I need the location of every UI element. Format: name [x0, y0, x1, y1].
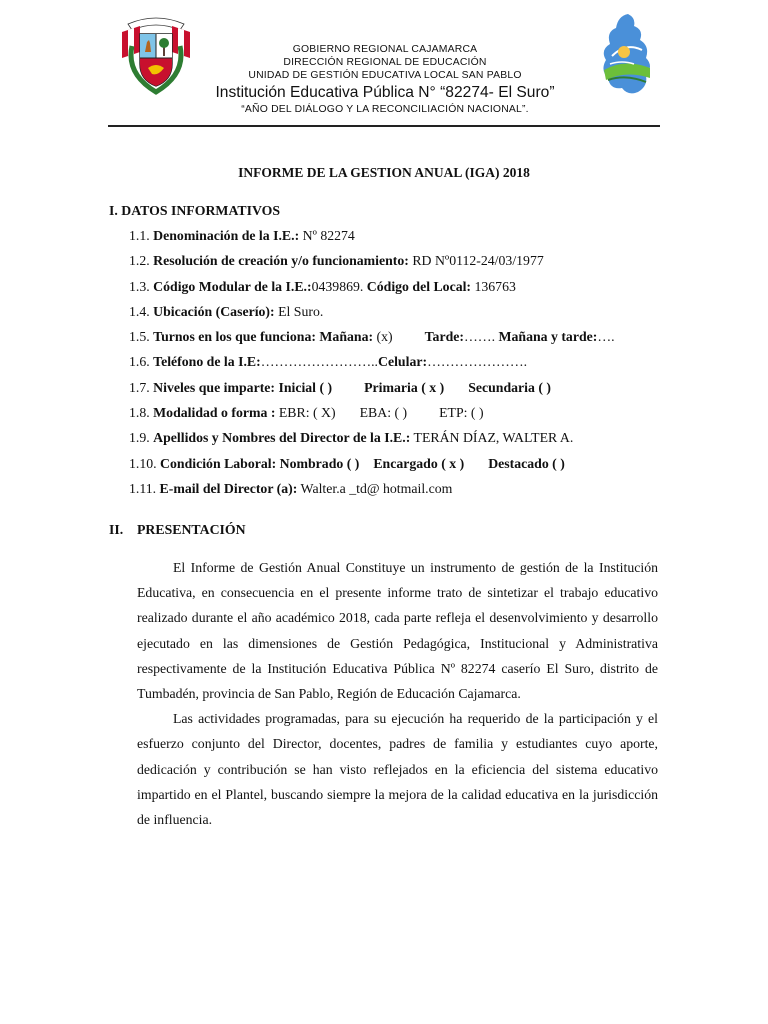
ugel-line: UNIDAD DE GESTIÓN EDUCATIVA LOCAL SAN PABLO — [248, 70, 522, 82]
list-item: 1.6. Teléfono de la I.E:……………………..Celular:…………………. — [129, 354, 528, 370]
header-divider — [108, 125, 660, 127]
presentation-body — [137, 555, 658, 832]
year-motto: “AÑO DEL DIÁLOGO Y LA RECONCILIACIÓN NACIONAL”. — [241, 103, 529, 115]
list-item: 1.2. Resolución de creación y/o funcionamiento: RD Nº0112-24/03/1977 — [129, 253, 544, 269]
gov-region-line: GOBIERNO REGIONAL CAJAMARCA — [292, 44, 478, 55]
document-title: INFORME DE LA GESTION ANUAL (IGA) 2018 — [238, 165, 530, 180]
letterhead — [0, 0, 768, 130]
section-heading-datos: I. DATOS INFORMATIVOS — [109, 203, 281, 218]
list-item: 1.5. Turnos en los que funciona: Mañana: (x) Tarde:……. Mañana y tarde:…. — [129, 329, 615, 345]
school-name-line: Institución Educativa Pública N° “82274- El Suro” — [215, 83, 555, 101]
list-item: 1.10. Condición Laboral: Nombrado ( ) Encargado ( x ) Destacado ( ) — [129, 455, 565, 471]
section-heading-text: PRESENTACIÓN — [137, 522, 246, 537]
letterhead-text — [200, 43, 570, 116]
peru-coat-of-arms-icon — [118, 12, 194, 96]
list-item: 1.8. Modalidad o forma : EBR: ( X) EBA: ( ) ETP: ( ) — [129, 405, 484, 421]
list-item: 1.11. E-mail del Director (a): Walter.a _td@ hotmail.com — [129, 480, 453, 496]
list-item: 1.3. Código Modular de la I.E.:0439869. Código del Local: 136763 — [129, 278, 516, 294]
section-heading-presentacion — [109, 522, 246, 538]
list-item: 1.9. Apellidos y Nombres del Director de la I.E.: TERÁN DÍAZ, WALTER A. — [129, 430, 574, 446]
list-item: 1.4. Ubicación (Caserío): El Suro. — [129, 303, 324, 319]
datos-informativos-list — [129, 226, 689, 504]
paragraph: Las actividades programadas, para su ejecución ha requerido de la participación y el esfuerzo conjunto del Director, docentes, padres de familia y estudiantes cuyo aporte, dedicación y contribución se han visto reflejados en la eficiencia del sistema educativo impartido en el Plantel, buscando siempre la mejora de la calidad educativa en la jurisdicción de influencia. — [137, 711, 658, 828]
paragraph: El Informe de Gestión Anual Constituye un instrumento de gestión de la Institución Educativa, en consecuencia en el presente informe trato de sintetizar el trabajo educativo realizado durante el año académico 2018, cada parte refleja el desenvolvimiento y desarrollo ejecutado en las dimensiones de Gestión Pedagógica, Institucional y Administrativa respectivamente de la Institución Educativa Pública Nº 82274 caserío El Suro, distrito de Tumbadén, provincia de San Pablo, Región de Educación Cajamarca. — [137, 560, 658, 702]
cajamarca-map-logo-icon — [598, 12, 656, 96]
list-item: 1.1. Denominación de la I.E.: Nº 82274 — [129, 228, 355, 243]
list-item: 1.7. Niveles que imparte: Inicial ( ) Primaria ( x ) Secundaria ( ) — [129, 379, 551, 395]
education-direction-line: DIRECCIÓN REGIONAL DE EDUCACIÓN — [283, 57, 487, 69]
section-number: II. — [109, 522, 124, 537]
